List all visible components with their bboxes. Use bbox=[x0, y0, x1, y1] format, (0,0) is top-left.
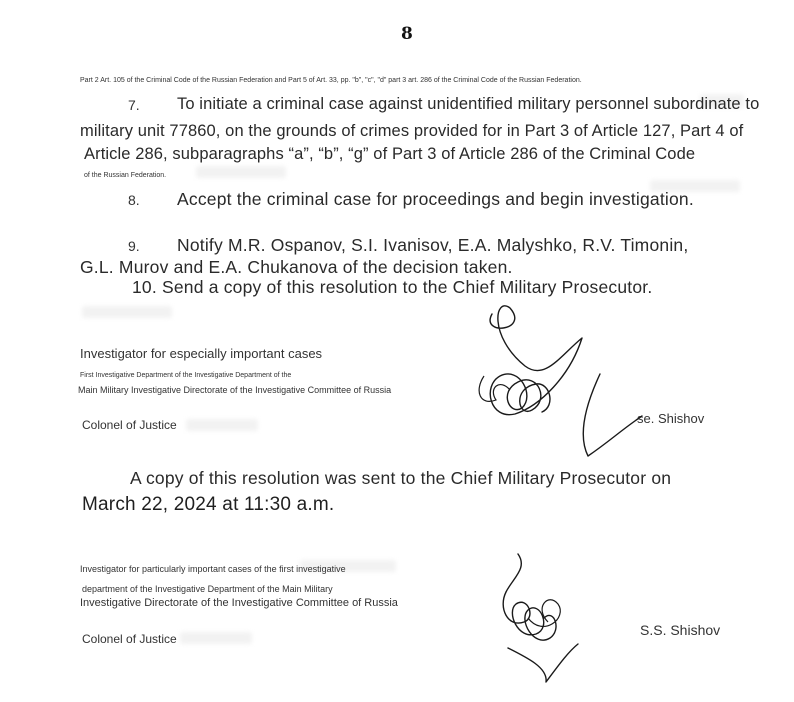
item-number: 9. bbox=[128, 238, 140, 254]
redaction-mark bbox=[180, 632, 252, 644]
item-text-tail: of the Russian Federation. bbox=[84, 172, 167, 179]
item-text: Accept the criminal case for proceedings and begin investigation. bbox=[177, 189, 694, 209]
department-line: First Investigative Department of the Investigative Department of the bbox=[80, 372, 292, 379]
rank: Colonel of Justice bbox=[82, 418, 177, 432]
page-number: 8 bbox=[401, 24, 413, 44]
item-number: 8. bbox=[128, 192, 140, 208]
handwritten-signature bbox=[488, 548, 608, 688]
rank: Colonel of Justice bbox=[82, 632, 177, 646]
item-text-line: Notify M.R. Ospanov, S.I. Ivanisov, E.A. Malyshko, R.V. Timonin, bbox=[177, 235, 689, 255]
item-text-line: G.L. Murov and E.A. Chukanova of the decision taken. bbox=[80, 257, 513, 277]
redaction-mark bbox=[82, 306, 172, 318]
preceding-text-fragment: Part 2 Art. 105 of the Criminal Code of the Russian Federation and Part 5 of Art. 33, pp. "b", "c", "d" part 3 art. 286 of the Criminal Code of the Russian Federation. bbox=[80, 77, 582, 84]
item-text: 10. Send a copy of this resolution to the Chief Military Prosecutor. bbox=[132, 277, 653, 297]
item-text-line: To initiate a criminal case against unidentified military personnel subordinate to bbox=[177, 95, 760, 113]
redaction-mark bbox=[196, 166, 286, 178]
item-number: 7. bbox=[128, 97, 140, 113]
department-line: department of the Investigative Department of the Main Military bbox=[82, 584, 333, 594]
signatory-name: S.S. Shishov bbox=[640, 622, 721, 638]
signatory-title-line: Investigator for particularly important cases of the first investigative bbox=[80, 564, 346, 574]
signatory-name: se. Shishov bbox=[637, 411, 705, 426]
department-line: Main Military Investigative Directorate of the Investigative Committee of Russia bbox=[78, 385, 392, 395]
item-text-line: military unit 77860, on the grounds of crimes provided for in Part 3 of Article 127, Part 4 of bbox=[80, 122, 744, 140]
copy-note-date: March 22, 2024 at 11:30 a.m. bbox=[82, 494, 335, 515]
item-text-line: Article 286, subparagraphs “a”, “b”, “g” of Part 3 of Article 286 of the Criminal Code bbox=[84, 145, 696, 163]
copy-note-line: A copy of this resolution was sent to the Chief Military Prosecutor on bbox=[130, 468, 672, 488]
handwritten-signature bbox=[470, 296, 650, 466]
department-line: Investigative Directorate of the Investigative Committee of Russia bbox=[80, 597, 398, 609]
signatory-title: Investigator for especially important cases bbox=[80, 346, 323, 361]
redaction-mark bbox=[186, 419, 258, 431]
